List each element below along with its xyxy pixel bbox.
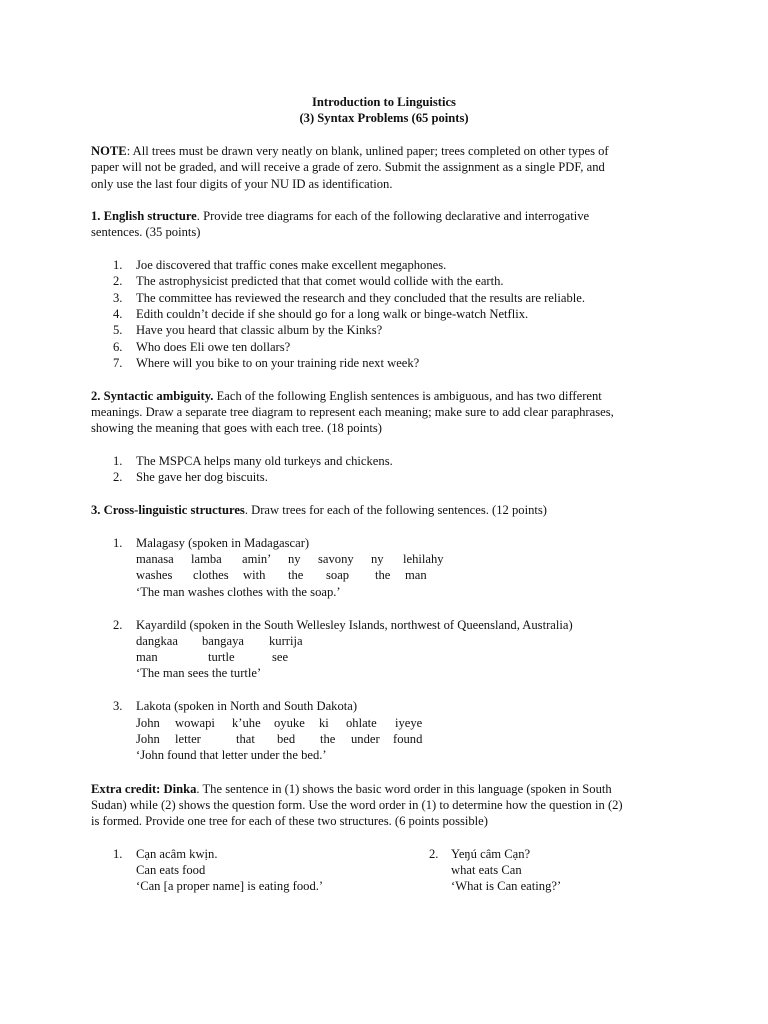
- example-translation: ‘The man washes clothes with the soap.’: [136, 585, 341, 599]
- document-subtitle: (3) Syntax Problems (65 points): [299, 111, 469, 125]
- document-title: Introduction to Linguistics: [312, 95, 456, 109]
- note-label: NOTE: [91, 144, 127, 158]
- extra-intro-line-1: Extra credit: Dinka. The sentence in (1) shows the basic word order in this language (spoken in South: [91, 782, 612, 796]
- section3-heading: 3. Cross-linguistic structures: [91, 503, 245, 517]
- section1-intro-line-1: 1. English structure. Provide tree diagrams for each of the following declarative and interrogative: [91, 209, 590, 223]
- section1-heading: 1. English structure: [91, 209, 197, 223]
- section2-intro-line-1: 2. Syntactic ambiguity. Each of the following English sentences is ambiguous, and has two different: [91, 389, 602, 403]
- section2-heading: 2. Syntactic ambiguity.: [91, 389, 214, 403]
- example-translation: ‘John found that letter under the bed.’: [136, 748, 327, 762]
- section3-intro: 3. Cross-linguistic structures. Draw trees for each of the following sentences. (12 points): [91, 503, 547, 517]
- extra-intro-line-3: is formed. Provide one tree for each of these two structures. (6 points possible): [91, 814, 488, 828]
- note-line-3: only use the last four digits of your NU ID as identification.: [91, 177, 393, 191]
- note-line-1: NOTE: All trees must be drawn very neatly on blank, unlined paper; trees completed on other types of: [91, 144, 609, 158]
- section2-intro-line-2: meanings. Draw a separate tree diagram to represent each meaning; make sure to add clear paraphrases,: [91, 405, 614, 419]
- note-line-2: paper will not be graded, and will receive a grade of zero. Submit the assignment as a single PDF, and: [91, 160, 605, 174]
- section2-intro-line-3: showing the meaning that goes with each tree. (18 points): [91, 421, 382, 435]
- example-translation: ‘The man sees the turtle’: [136, 666, 262, 680]
- section1-intro-line-2: sentences. (35 points): [91, 225, 201, 239]
- example-title: Malagasy (spoken in Madagascar): [136, 536, 310, 550]
- example-title: Lakota (spoken in North and South Dakota): [136, 699, 358, 713]
- example-title: Kayardild (spoken in the South Wellesley Islands, northwest of Queensland, Australia): [136, 618, 573, 632]
- extra-heading: Extra credit: Dinka: [91, 782, 197, 796]
- document-page: Introduction to Linguistics (3) Syntax Problems (65 points) NOTE: All trees must be drawn very neatly on blank, unlined paper; trees completed on other types of paper will not be graded, and will receive a grade of zero. Submit the assignment as a single PDF, and only use the last four digits of your NU ID as identification. 1. English structure. Provide tree diagrams for each of the following declarative and interrogative sentences. (35 points) 1. Joe discovered that traffic cones make excellent megaphones. 2. The astrophysicist predicted that that comet would collide with the earth. 3. The committee has reviewed the research and they concluded that the results are reliable. 4. Edith couldn’t decide if she should go for a long walk or binge-watch Netflix. 5. Have you heard that classic album by the Kinks? 6. Who does Eli owe ten dollars? 7. Where will you bike to on your training ride next week? 2. Syntactic ambiguity. Each of the following English sentences is ambiguous, and has two different meanings. Draw a separate tree diagram to represent each meaning; make sure to add clear paraphrases, showing the meaning that goes with each tree. (18 points) 1. The MSPCA helps many old turkeys and chickens. 2. She gave her dog biscuits. 3. Cross-linguistic structures. Draw trees for each of the following sentences. (12 points) 1. Malagasy (spoken in Madagascar) manasa lamba amin’ ny savony ny lehilahy washes clothes with the soap the man ‘The man washes clothes with the soap.’ 2. Kayardild (spoken in the South Wellesley Islands, northwest of Queensland, Australia) dangkaa bangaya kurrija man turtle see ‘The man sees the turtle’ 3. Lakota (spoken in North and South Dakota) John wowapi k’uhe oyuke ki ohlate iyeye John letter that bed the under found ‘John found that letter under the bed.’ Extra credit: Dinka. The sentence in (1) shows the basic word order in this language (spoken in South Sudan) while (2) shows the question form. Use the word order in (1) to determine how the question in (2) is formed. Provide one tree for each of these two structures. (6 points possible) 1. Cạn acâm kwịn. Can eats food ‘Can [a proper name] is eating food.’ 2. Yeŋú câm Cạn? what eats Can ‘What is Can eating?’: [0, 0, 768, 1024]
- extra-intro-line-2: Sudan) while (2) shows the question form. Use the word order in (1) to determine how the question in (2): [91, 798, 623, 812]
